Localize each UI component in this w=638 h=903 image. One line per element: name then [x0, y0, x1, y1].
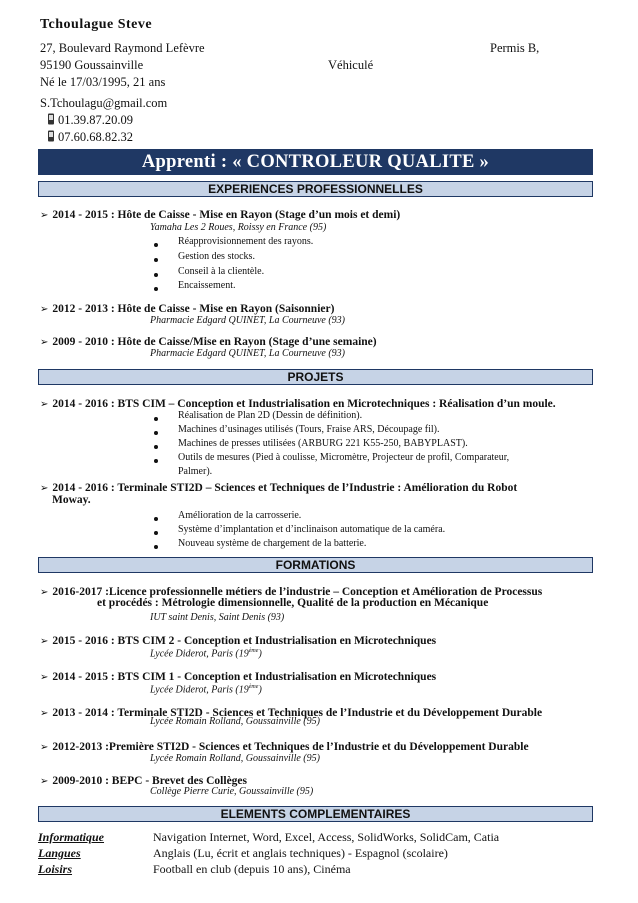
job-title-banner: Apprenti : « CONTROLEUR QUALITE »	[38, 149, 593, 175]
bullet-dot	[154, 545, 158, 549]
phone-home	[47, 113, 133, 128]
experience-item	[40, 205, 400, 223]
project-bullet: Amélioration de la carrosserie.	[178, 510, 302, 521]
formation-location: Lycée Romain Rolland, Goussainville (95)	[150, 753, 320, 764]
bullet-dot	[154, 531, 158, 535]
value-informatique: Navigation Internet, Word, Excel, Access, SolidWorks, SolidCam, Catia	[153, 830, 500, 844]
project-bullet: Nouveau système de chargement de la batterie.	[178, 538, 367, 549]
project-title-continuation: Moway.	[52, 494, 91, 506]
formation-title: 2013 - 2014 : Terminale STI2D - Sciences et Techniques de l’Industrie et du Développement Durable	[52, 707, 543, 719]
arrow-bullet-icon: ➢	[40, 742, 49, 753]
arrow-bullet-icon: ➢	[40, 587, 49, 598]
project-bullet: Outils de mesures (Pied à coulisse, Micromètre, Projecteur de profil, Comparateur,	[178, 452, 510, 463]
phone-home-number: 01.39.87.20.09	[58, 113, 133, 127]
arrow-bullet-icon: ➢	[40, 304, 49, 315]
address-line-1: 27, Boulevard Raymond Lefèvre	[40, 41, 205, 55]
experience-bullet: Réapprovisionnement des rayons.	[178, 236, 314, 247]
experience-location: Pharmacie Edgard QUINET, La Courneuve (93)	[150, 348, 345, 359]
arrow-bullet-icon: ➢	[40, 672, 49, 683]
bullet-dot	[154, 273, 158, 277]
project-bullet: Machines d’usinages utilisés (Tours, Fraise ARS, Découpage fil).	[178, 424, 440, 435]
mobile-phone-icon	[47, 113, 55, 125]
label-langues: Langues	[38, 846, 81, 860]
experience-bullet: Encaissement.	[178, 280, 236, 291]
project-title: 2014 - 2016 : BTS CIM – Conception et Industrialisation en Microtechniques : Réalisation d’un moule.	[52, 398, 556, 410]
arrow-bullet-icon: ➢	[40, 399, 49, 410]
arrow-bullet-icon: ➢	[40, 708, 49, 719]
address-line-2: 95190 Goussainville	[40, 58, 144, 72]
project-bullet: Machines de presses utilisées (ARBURG 221 K55-250, BABYPLAST).	[178, 438, 468, 449]
arrow-bullet-icon: ➢	[40, 483, 49, 494]
experience-location: Pharmacie Edgard QUINET, La Courneuve (93)	[150, 315, 345, 326]
bullet-dot	[154, 431, 158, 435]
arrow-bullet-icon: ➢	[40, 210, 49, 221]
project-bullet: Réalisation de Plan 2D (Dessin de définition).	[178, 410, 363, 421]
formation-title: 2009-2010 : BEPC - Brevet des Collèges	[52, 775, 248, 787]
project-title: 2014 - 2016 : Terminale STI2D – Sciences et Techniques de l’Industrie : Amélioration du Robot	[52, 482, 518, 494]
section-header-complementaires: ELEMENTS COMPLEMENTAIRES	[38, 806, 593, 822]
experience-title: 2012 - 2013 : Hôte de Caisse - Mise en Rayon (Saisonnier)	[52, 303, 335, 315]
phone-mobile-number: 07.60.68.82.32	[58, 130, 133, 144]
phone-mobile	[47, 130, 133, 145]
bullet-dot	[154, 258, 158, 262]
formation-title: 2015 - 2016 : BTS CIM 2 - Conception et Industrialisation en Microtechniques	[52, 635, 437, 647]
formation-location: Lycée Diderot, Paris (19ème)	[150, 648, 262, 660]
label-loisirs: Loisirs	[38, 862, 73, 876]
label-informatique: Informatique	[38, 830, 105, 844]
arrow-bullet-icon: ➢	[40, 776, 49, 787]
formation-title-continuation: et procédés : Métrologie dimensionnelle, Qualité de la production en Mécanique	[97, 597, 489, 609]
arrow-bullet-icon: ➢	[40, 636, 49, 647]
project-item	[40, 478, 517, 496]
formation-item	[40, 667, 436, 685]
candidate-name: Tchoulague Steve	[40, 17, 153, 32]
formation-location: Collège Pierre Curie, Goussainville (95)	[150, 786, 314, 797]
birth-info: Né le 17/03/1995, 21 ans	[40, 75, 166, 89]
value-langues: Anglais (Lu, écrit et anglais techniques) - Espagnol (scolaire)	[153, 846, 448, 860]
bullet-dot	[154, 517, 158, 521]
mobile-phone-icon	[47, 130, 55, 142]
email-address[interactable]: S.Tchoulagu@gmail.com	[40, 96, 168, 110]
vehicle-status: Véhiculé	[328, 58, 374, 72]
project-bullet-continuation: Palmer).	[178, 466, 213, 477]
project-bullet: Système d’implantation et d’inclinaison automatique de la caméra.	[178, 524, 446, 535]
formation-location: Lycée Romain Rolland, Goussainville (95)	[150, 716, 320, 727]
formation-location: Lycée Diderot, Paris (19ème)	[150, 684, 262, 696]
formation-title: 2016-2017 :Licence professionnelle métiers de l’industrie – Conception et Amélioration de Processus	[52, 586, 543, 598]
section-header-formations: FORMATIONS	[38, 557, 593, 573]
experience-location: Yamaha Les 2 Roues, Roissy en France (95)	[150, 222, 327, 233]
experience-bullet: Gestion des stocks.	[178, 251, 255, 262]
bullet-dot	[154, 243, 158, 247]
experience-bullet: Conseil à la clientèle.	[178, 266, 265, 277]
section-header-projets: PROJETS	[38, 369, 593, 385]
formation-title: 2014 - 2015 : BTS CIM 1 - Conception et Industrialisation en Microtechniques	[52, 671, 437, 683]
driving-license: Permis B,	[490, 41, 540, 55]
formation-location: IUT saint Denis, Saint Denis (93)	[150, 612, 285, 623]
bullet-dot	[154, 417, 158, 421]
bullet-dot	[154, 459, 158, 463]
value-loisirs: Football en club (depuis 10 ans), Cinéma	[153, 862, 351, 876]
bullet-dot	[154, 287, 158, 291]
bullet-dot	[154, 445, 158, 449]
arrow-bullet-icon: ➢	[40, 337, 49, 348]
formation-title: 2012-2013 :Première STI2D - Sciences et Techniques de l’Industrie et du Développement Durable	[52, 741, 529, 753]
experience-title: 2009 - 2010 : Hôte de Caisse/Mise en Rayon (Stage d’une semaine)	[52, 336, 377, 348]
section-header-experiences: EXPERIENCES PROFESSIONNELLES	[38, 181, 593, 197]
formation-item	[40, 631, 436, 649]
experience-title: 2014 - 2015 : Hôte de Caisse - Mise en Rayon (Stage d’un mois et demi)	[52, 209, 401, 221]
